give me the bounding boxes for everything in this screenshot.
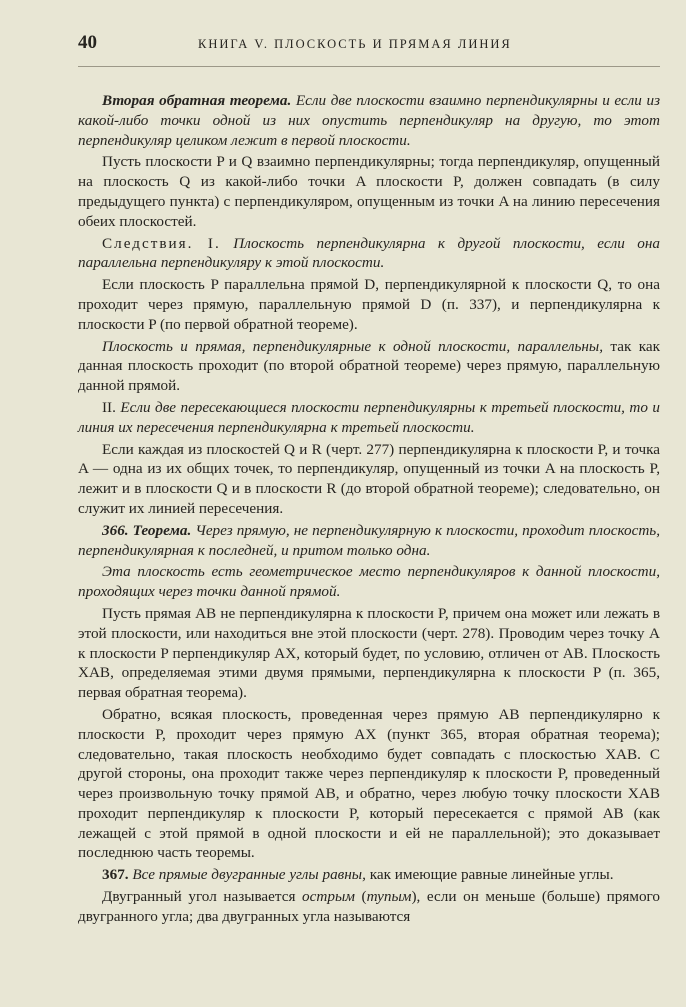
page-number: 40	[78, 32, 97, 53]
paragraph-theorem-366-proof: Пусть прямая AB не перпендикулярна к плоскости P, причем она может или лежать в этой плоскости, или находиться вне этой плоскости (черт. 278). Проводим через точку A к плоскости P перпендикуляр AX, который будет, по условию, отличен от AB. Плоскость XAB, определяемая этими двумя прямыми, перпендикулярна к плоскости P (п. 365, первая обратная теорема).	[78, 604, 660, 702]
page-header	[78, 32, 660, 67]
section-367-number: 367.	[102, 866, 129, 884]
section-367-statement: Все прямые двугранные углы равны,	[128, 866, 366, 884]
paragraph-second-converse-theorem	[78, 91, 660, 150]
theorem-statement: Если две плоскости взаимно перпендикулярны и если из какой-либо точки одной из них опустить перпендикуляр на другую, то этот перпендикуляр целиком лежит в первой плоскости.	[78, 92, 661, 149]
paragraph-367	[78, 865, 660, 885]
theorem-366-heading: 366. Теорема.	[102, 521, 192, 539]
paragraph-corollary-1	[78, 234, 660, 274]
term-obtuse: тупым	[366, 888, 412, 906]
theorem-heading: Вторая обратная теорема.	[102, 92, 292, 109]
corollary-statement: Плоскость перпендикулярна к другой плоскости, если она параллельна перпендикуляру к этой плоскости.	[78, 234, 660, 272]
paragraph-corollary-2-proof: Если каждая из плоскостей Q и R (черт. 277) перпендикулярна к плоскости P, и точка A — одна из их общих точек, то перпендикуляр, опущенный из точки A на плоскость P, лежит и в плоскости Q и в плоскости R (до второй обратной теореме); следовательно, он служит их линией пересечения.	[78, 440, 660, 517]
definition-text-a: Двугранный угол называется	[102, 888, 303, 906]
running-title: КНИГА V. ПЛОСКОСТЬ И ПРЯМАЯ ЛИНИЯ	[198, 37, 512, 51]
corollary-2-statement: Если две пересекающиеся плоскости перпендикулярны к третьей плоскости, то и линия их пересечения перпендикулярна к третьей плоскости.	[78, 398, 660, 436]
paragraph-corollary-2	[78, 398, 660, 438]
paragraph-corollary-1-proof: Если плоскость P параллельна прямой D, перпендикулярной к плоскости Q, то она проходит через прямую, параллельную прямой D (п. 337), и перпендикулярна к плоскости P (по первой обратной теореме).	[78, 276, 660, 333]
plane-and-line-reason: так как данная плоскость проходит (по второй обратной теореме) через прямую, параллельную данной прямой.	[78, 337, 660, 395]
paragraph-locus: Эта плоскость есть геометрическое место перпендикуляров к данной плоскости, проходящих через точки данной прямой.	[78, 563, 660, 601]
term-acute: острым	[302, 888, 355, 906]
section-367-reason: как имеющие равные линейные углы.	[365, 866, 614, 884]
paragraph-proof: Пусть плоскости P и Q взаимно перпендикулярны; тогда перпендикуляр, опущенный на плоскость Q из какой-либо точки A плоскости P, должен совпадать (в силу предыдущего пункта) с перпендикуляром, опущенным из точки A на линию пересечения обеих плоскостей.	[78, 153, 660, 230]
corollary-2-number: II.	[102, 398, 116, 416]
paragraph-theorem-366	[78, 521, 660, 561]
paragraph-converse-proof: Обратно, всякая плоскость, проведенная через прямую AB перпендикулярно к плоскости P, проходит через прямую AX (пункт 365, вторая обратная теорема); следовательно, такая плоскость необходимо будет совпадать с плоскостью XAB. С другой стороны, она проходит также через перпендикуляр к плоскости P, проведенный через произвольную точку прямой AB, и обратно, через любую точку плоскости XAB проходит перпендикуляр к плоскости P, который пересекается с прямой AB (как лежащей с этой прямой в одной плоскости и ей не параллельной); это доказывает последнюю часть теоремы.	[78, 705, 660, 862]
plane-and-line-statement: Плоскость и прямая, перпендикулярные к одной плоскости, параллельны,	[102, 337, 604, 355]
definition-text-e: ), если он меньше (больше) прямого двугранного угла; два двугранных угла называются	[78, 888, 660, 925]
definition-text-c: (	[354, 888, 367, 906]
paragraph-acute-obtuse	[78, 887, 660, 927]
corollary-heading: Следствия. I.	[102, 234, 221, 252]
paragraph-plane-and-line	[78, 337, 660, 396]
theorem-366-statement: Через прямую, не перпендикулярную к плоскости, проходит плоскость, перпендикулярная к последней, и притом только одна.	[78, 521, 660, 559]
